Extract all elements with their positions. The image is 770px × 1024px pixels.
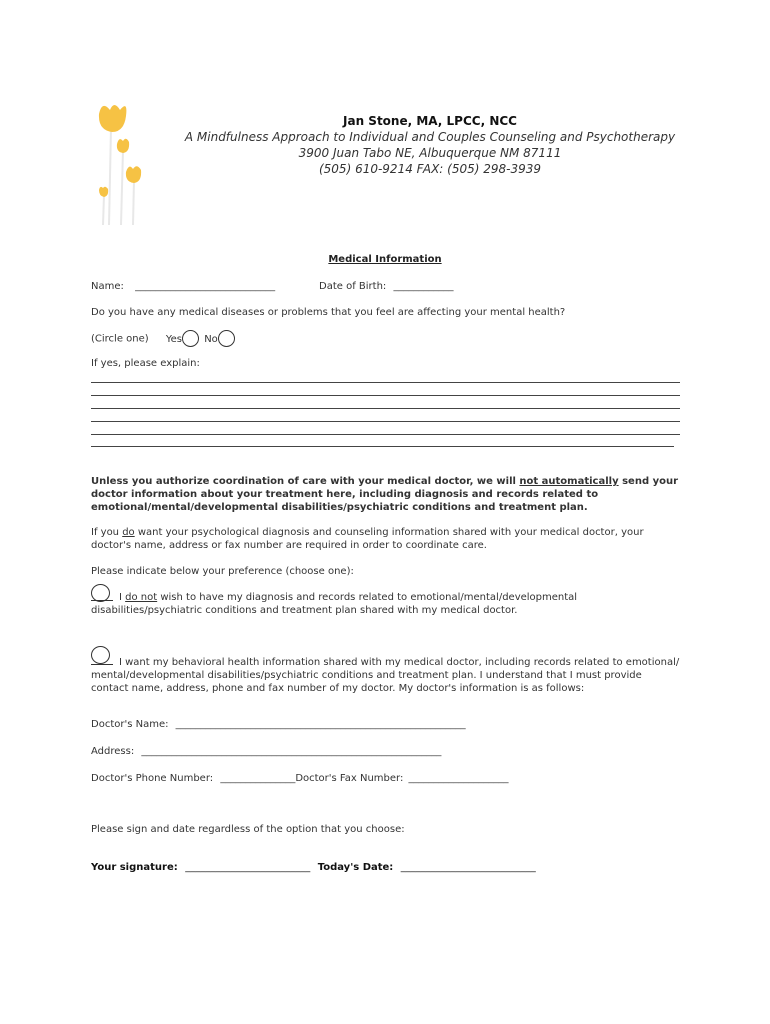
signature-field[interactable]: _________________________ bbox=[185, 862, 311, 873]
option1-text: I do not wish to have my diagnosis and records related to emotional/mental/developmental disabilities/psychiatric conditions and treatment plan shared with my medical doctor. bbox=[91, 592, 578, 616]
doctor-phone-label: Doctor's Phone Number: bbox=[91, 773, 214, 784]
phone-fax-row bbox=[91, 773, 509, 784]
name-label: Name: bbox=[91, 281, 124, 292]
medical-question: Do you have any medical diseases or problems that you feel are affecting your mental health? bbox=[91, 307, 566, 318]
preference-instruction: Please indicate below your preference (choose one): bbox=[91, 566, 354, 577]
name-row bbox=[91, 281, 275, 292]
dob-field[interactable]: ____________ bbox=[393, 281, 454, 292]
doctor-name-field[interactable]: __________________________________________________________ bbox=[175, 719, 466, 730]
option2-text: I want my behavioral health information shared with my medical doctor, including records related to emotional/ mental/developmental disabilities/psychiatric conditions and treatment plan. I understand that I must provide contact name, address, phone and fax number of my doctor. My doctor's information is as follows: bbox=[91, 657, 680, 694]
doctor-fax-field[interactable]: ____________________ bbox=[408, 773, 509, 784]
no-circle[interactable] bbox=[218, 330, 235, 347]
explain-line-1[interactable] bbox=[91, 382, 680, 384]
doctor-phone-field[interactable]: _______________ bbox=[220, 773, 296, 784]
no-label: No bbox=[204, 333, 218, 345]
coordination-notice: Unless you authorize coordination of care with your medical doctor, we will not automatically send your doctor information about your treatment here, including diagnosis and records related to emotional/mental/developmental disabilities/psychiatric conditions and treatment plan. bbox=[91, 476, 679, 513]
circle-one-row bbox=[91, 330, 235, 347]
explain-line-5[interactable] bbox=[91, 434, 680, 436]
doctor-name-label: Doctor's Name: bbox=[91, 719, 169, 730]
sign-instruction: Please sign and date regardless of the option that you choose: bbox=[91, 824, 405, 835]
todays-date-label: Today's Date: bbox=[317, 862, 394, 873]
address-label: Address: bbox=[91, 746, 135, 757]
explain-line-4[interactable] bbox=[91, 421, 680, 423]
explain-line-6[interactable] bbox=[91, 446, 674, 448]
circle-one-label: (Circle one) bbox=[91, 333, 149, 345]
section-title: Medical Information bbox=[328, 254, 442, 265]
name-field[interactable]: ____________________________ bbox=[135, 281, 276, 292]
address-row bbox=[91, 746, 441, 757]
dob-label: Date of Birth: bbox=[319, 281, 387, 292]
yes-label: Yes bbox=[165, 333, 183, 345]
doctor-fax-label: Doctor's Fax Number: bbox=[295, 773, 404, 784]
address-field[interactable]: ____________________________________________________________ bbox=[141, 746, 442, 757]
explain-line-2[interactable] bbox=[91, 395, 680, 397]
signature-row bbox=[91, 862, 536, 873]
practice-phone-fax: (505) 610-9214 FAX: (505) 298-3939 bbox=[318, 162, 541, 176]
todays-date-field[interactable]: ___________________________ bbox=[400, 862, 536, 873]
practice-address: 3900 Juan Tabo NE, Albuquerque NM 87111 bbox=[298, 146, 562, 160]
practice-tagline: A Mindfulness Approach to Individual and Couples Counseling and Psychotherapy bbox=[184, 130, 676, 144]
provider-name: Jan Stone, MA, LPCC, NCC bbox=[343, 114, 517, 128]
explain-line-3[interactable] bbox=[91, 408, 680, 410]
doctor-name-row bbox=[91, 719, 466, 730]
yes-circle[interactable] bbox=[182, 330, 199, 347]
dob-row bbox=[319, 281, 453, 292]
explain-label: If yes, please explain: bbox=[91, 358, 200, 369]
signature-label: Your signature: bbox=[91, 862, 178, 873]
tulip-logo-icon bbox=[90, 100, 150, 230]
if-you-do-paragraph: If you do want your psychological diagnosis and counseling information shared with your medical doctor, your doctor's name, address or fax number are required in order to coordinate care. bbox=[91, 527, 644, 551]
